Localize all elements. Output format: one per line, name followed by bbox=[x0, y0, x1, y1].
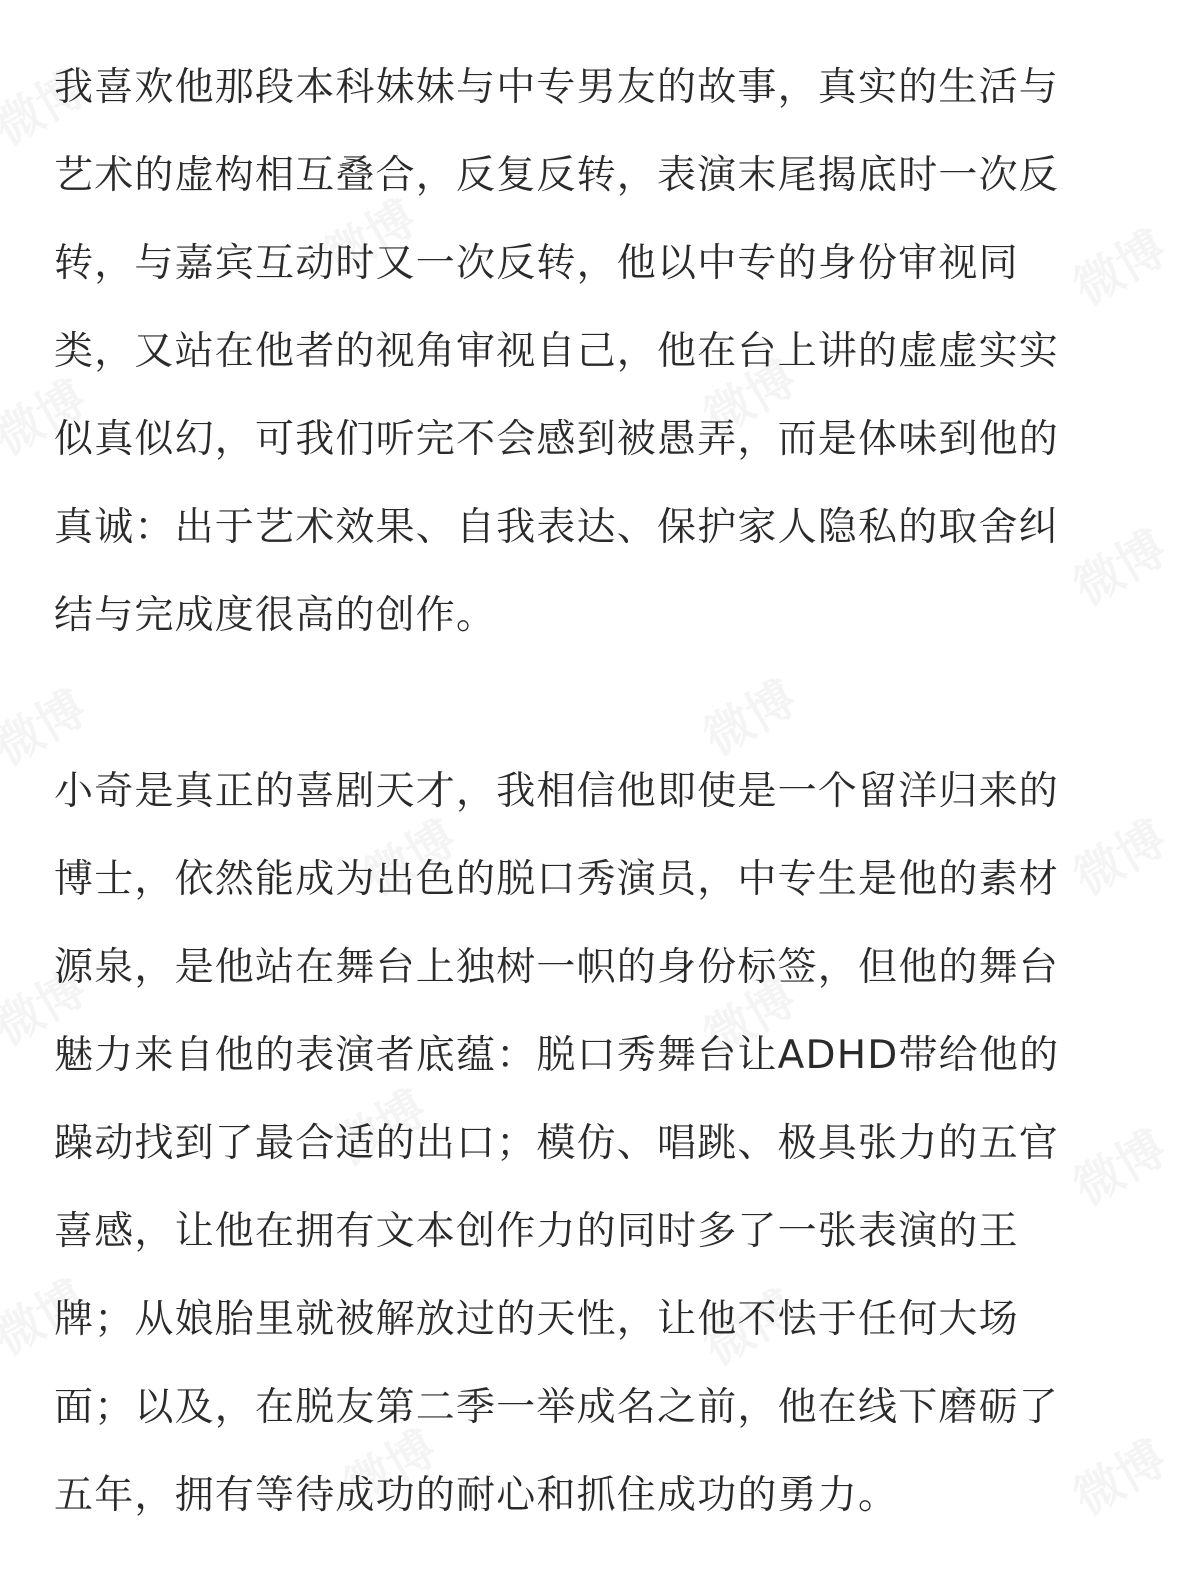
paragraph-line: 类，又站在他者的视角审视自己，他在台上讲的虚虚实实 bbox=[54, 329, 1060, 374]
paragraph-line: 五年，拥有等待成功的耐心和抓住成功的勇力。 bbox=[54, 1473, 899, 1518]
paragraph-1 bbox=[54, 44, 1124, 660]
paragraph-line: 喜感，让他在拥有文本创作力的同时多了一张表演的王 bbox=[54, 1209, 1019, 1254]
paragraph-line: 小奇是真正的喜剧天才，我相信他即使是一个留洋归来的 bbox=[54, 769, 1060, 814]
paragraph-line: 源泉，是他站在舞台上独树一帜的身份标签，但他的舞台 bbox=[54, 945, 1060, 990]
paragraph-line: 真诚：出于艺术效果、自我表达、保护家人隐私的取舍纠 bbox=[54, 505, 1060, 550]
paragraph-line: 艺术的虚构相互叠合，反复反转，表演末尾揭底时一次反 bbox=[54, 153, 1060, 198]
paragraph-line: 结与完成度很高的创作。 bbox=[54, 593, 497, 638]
paragraph-line: 我喜欢他那段本科妹妹与中专男友的故事，真实的生活与 bbox=[54, 65, 1060, 110]
paragraph-spacer bbox=[54, 660, 1124, 748]
paragraph-line: 面；以及，在脱友第二季一举成名之前，他在线下磨砺了 bbox=[54, 1385, 1060, 1430]
paragraph-line: 魅力来自他的表演者底蕴：脱口秀舞台让ADHD带给他的 bbox=[54, 1033, 1060, 1078]
paragraph-line: 博士，依然能成为出色的脱口秀演员，中专生是他的素材 bbox=[54, 857, 1060, 902]
paragraph-2 bbox=[54, 748, 1124, 1540]
paragraph-line: 转，与嘉宾互动时又一次反转，他以中专的身份审视同 bbox=[54, 241, 1019, 286]
article-body bbox=[54, 44, 1124, 1540]
paragraph-line: 牌；从娘胎里就被解放过的天性，让他不怯于任何大场 bbox=[54, 1297, 1019, 1342]
paragraph-line: 躁动找到了最合适的出口；模仿、唱跳、极具张力的五官 bbox=[54, 1121, 1060, 1166]
paragraph-line: 似真似幻，可我们听完不会感到被愚弄，而是体味到他的 bbox=[54, 417, 1060, 462]
